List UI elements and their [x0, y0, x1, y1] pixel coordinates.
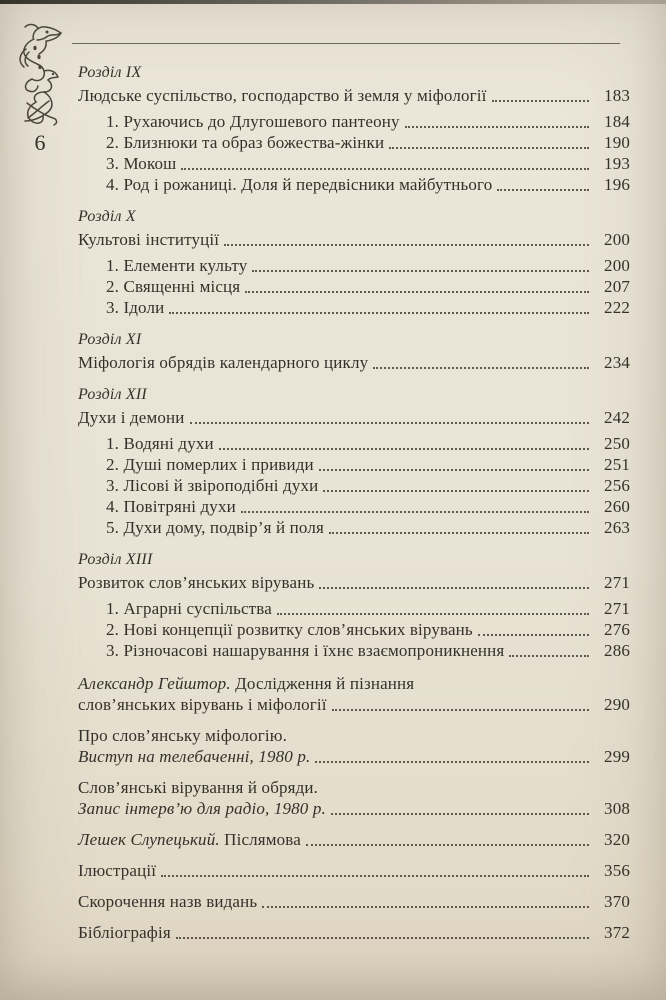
toc-entry-text: Культові інституції [78, 230, 220, 249]
target-page-number: 260 [604, 497, 630, 516]
target-page-number: 200 [604, 230, 630, 249]
dot-leader [509, 655, 589, 657]
target-page-number: 234 [604, 353, 630, 372]
dot-leader [181, 168, 589, 170]
toc-row [78, 922, 630, 943]
toc-row [78, 475, 630, 496]
toc-row [78, 407, 630, 428]
chapter-label: Розділ XIII [78, 551, 153, 568]
dot-leader [262, 906, 589, 908]
dot-leader [169, 312, 589, 314]
toc-entry-text: 5. Духи дому, подвір’я й поля [106, 518, 324, 537]
toc-block [78, 860, 630, 881]
toc-row [78, 640, 630, 661]
toc-row [78, 725, 630, 746]
toc-block [78, 330, 630, 373]
toc-row [78, 829, 630, 850]
toc-entry-text: 4. Повітряні духи [106, 497, 236, 516]
toc-entry-text: 3. Мокош [106, 154, 177, 173]
target-page-number: 251 [604, 455, 630, 474]
toc-row [78, 619, 630, 640]
toc-entry-text: 3. Ідоли [106, 298, 165, 317]
toc-entry-text: Скорочення назв видань [78, 892, 258, 911]
dot-leader [161, 875, 589, 877]
toc-block [78, 550, 630, 661]
toc-row [78, 174, 630, 195]
toc-entry-text: 2. Близнюки та образ божества-жінки [106, 133, 385, 152]
dot-leader [492, 100, 589, 102]
toc-block [78, 922, 630, 943]
dot-leader [389, 147, 589, 149]
zoomorphic-beast-ornament-icon [13, 22, 65, 130]
target-page-number: 356 [604, 861, 630, 880]
toc-row [78, 111, 630, 132]
target-page-number: 222 [604, 298, 630, 317]
toc-row [78, 598, 630, 619]
toc-row [78, 276, 630, 297]
toc-entry-text: 1. Водяні духи [106, 434, 214, 453]
toc-row [78, 132, 630, 153]
toc-entry-text: 3. Різночасові нашарування і їхнє взаємопроникнення [106, 641, 505, 660]
dot-leader [329, 532, 589, 534]
toc-row [78, 454, 630, 475]
toc-row [78, 746, 630, 767]
dot-leader [478, 634, 589, 636]
dot-leader [224, 244, 589, 246]
toc-block [78, 777, 630, 819]
toc-entry-text: Про слов’янську міфологію. [78, 726, 288, 745]
toc-row [78, 153, 630, 174]
toc-entry-text: Духи і демони [78, 408, 185, 427]
toc-block [78, 891, 630, 912]
toc-entry-text: 4. Род і рожаниці. Доля й передвісники майбутнього [106, 175, 493, 194]
toc-row [78, 85, 630, 106]
toc-entry-text: Запис інтерв’ю для радіо, 1980 р. [78, 799, 326, 818]
dot-leader [252, 270, 589, 272]
target-page-number: 320 [604, 830, 630, 849]
toc-block [78, 63, 630, 195]
photo-top-edge [0, 0, 666, 4]
toc-entry-text: слов’янських вірувань і міфології [78, 695, 327, 714]
table-of-contents [78, 63, 630, 953]
dot-leader [241, 511, 589, 513]
dot-leader [245, 291, 589, 293]
toc-row [78, 694, 630, 715]
toc-entry-text: Розвиток слов’янських вірувань [78, 573, 315, 592]
toc-entry-text: Людське суспільство, господарство й земля у міфології [78, 86, 487, 105]
toc-row [78, 517, 630, 538]
toc-entry-text: 1. Аграрні суспільства [106, 599, 272, 618]
toc-row [78, 673, 630, 694]
target-page-number: 183 [604, 86, 630, 105]
toc-row [78, 798, 630, 819]
target-page-number: 290 [604, 695, 630, 714]
dot-leader [190, 422, 589, 424]
target-page-number: 263 [604, 518, 630, 537]
toc-entry-text: Ілюстрації [78, 861, 157, 880]
chapter-label: Розділ X [78, 208, 136, 225]
header-rule [72, 43, 620, 44]
toc-entry-text: 2. Священні місця [106, 277, 241, 296]
dot-leader [331, 813, 589, 815]
toc-row [78, 891, 630, 912]
toc-block [78, 673, 630, 715]
toc-list [78, 63, 630, 943]
toc-row [78, 255, 630, 276]
target-page-number: 193 [604, 154, 630, 173]
dot-leader [323, 490, 589, 492]
target-page-number: 286 [604, 641, 630, 660]
target-page-number: 299 [604, 747, 630, 766]
target-page-number: 250 [604, 434, 630, 453]
dot-leader [497, 189, 589, 191]
toc-entry-text: Міфологія обрядів календарного циклу [78, 353, 369, 372]
toc-row [78, 572, 630, 593]
toc-entry-text: 2. Нові концепції розвитку слов’янських вірувань [106, 620, 473, 639]
dot-leader [319, 587, 589, 589]
toc-entry-text: 2. Душі померлих і привиди [106, 455, 314, 474]
chapter-label: Розділ IX [78, 64, 142, 81]
section-items [78, 111, 630, 195]
dot-leader [373, 367, 589, 369]
chapter-label: Розділ XII [78, 386, 147, 403]
toc-entry-text: Слов’янські вірування й обряди. [78, 778, 319, 797]
section-items [78, 255, 630, 318]
toc-entry-text: 1. Рухаючись до Длугошевого пантеону [106, 112, 400, 131]
toc-block [78, 207, 630, 318]
target-page-number: 242 [604, 408, 630, 427]
toc-entry-text: Александр Гейштор. Дослідження й пізнання [78, 674, 415, 693]
target-page-number: 276 [604, 620, 630, 639]
toc-row [78, 297, 630, 318]
target-page-number: 207 [604, 277, 630, 296]
dot-leader [319, 469, 589, 471]
folio-page-number: 6 [34, 130, 46, 155]
target-page-number: 184 [604, 112, 630, 131]
toc-row [78, 860, 630, 881]
target-page-number: 271 [604, 599, 630, 618]
section-items [78, 598, 630, 661]
toc-row [78, 777, 630, 798]
toc-block [78, 829, 630, 850]
toc-row [78, 229, 630, 250]
target-page-number: 271 [604, 573, 630, 592]
toc-entry-text: 3. Лісові й звіроподібні духи [106, 476, 319, 495]
dot-leader [176, 937, 589, 939]
dot-leader [277, 613, 589, 615]
target-page-number: 370 [604, 892, 630, 911]
toc-block [78, 725, 630, 767]
dot-leader [315, 761, 589, 763]
dot-leader [332, 709, 589, 711]
toc-entry-text: Виступ на телебаченні, 1980 р. [78, 747, 311, 766]
dot-leader [219, 448, 589, 450]
target-page-number: 308 [604, 799, 630, 818]
target-page-number: 256 [604, 476, 630, 495]
target-page-number: 372 [604, 923, 630, 942]
target-page-number: 200 [604, 256, 630, 275]
dot-leader [306, 844, 589, 846]
toc-block [78, 385, 630, 538]
dot-leader [405, 126, 589, 128]
toc-row [78, 496, 630, 517]
target-page-number: 190 [604, 133, 630, 152]
toc-entry-text: Бібліографія [78, 923, 171, 942]
section-items [78, 433, 630, 538]
target-page-number: 196 [604, 175, 630, 194]
toc-entry-text: 1. Елементи культу [106, 256, 248, 275]
chapter-label: Розділ XI [78, 331, 142, 348]
toc-entry-text: Лешек Слупецький. Післямова [78, 830, 301, 849]
toc-row [78, 352, 630, 373]
toc-row [78, 433, 630, 454]
